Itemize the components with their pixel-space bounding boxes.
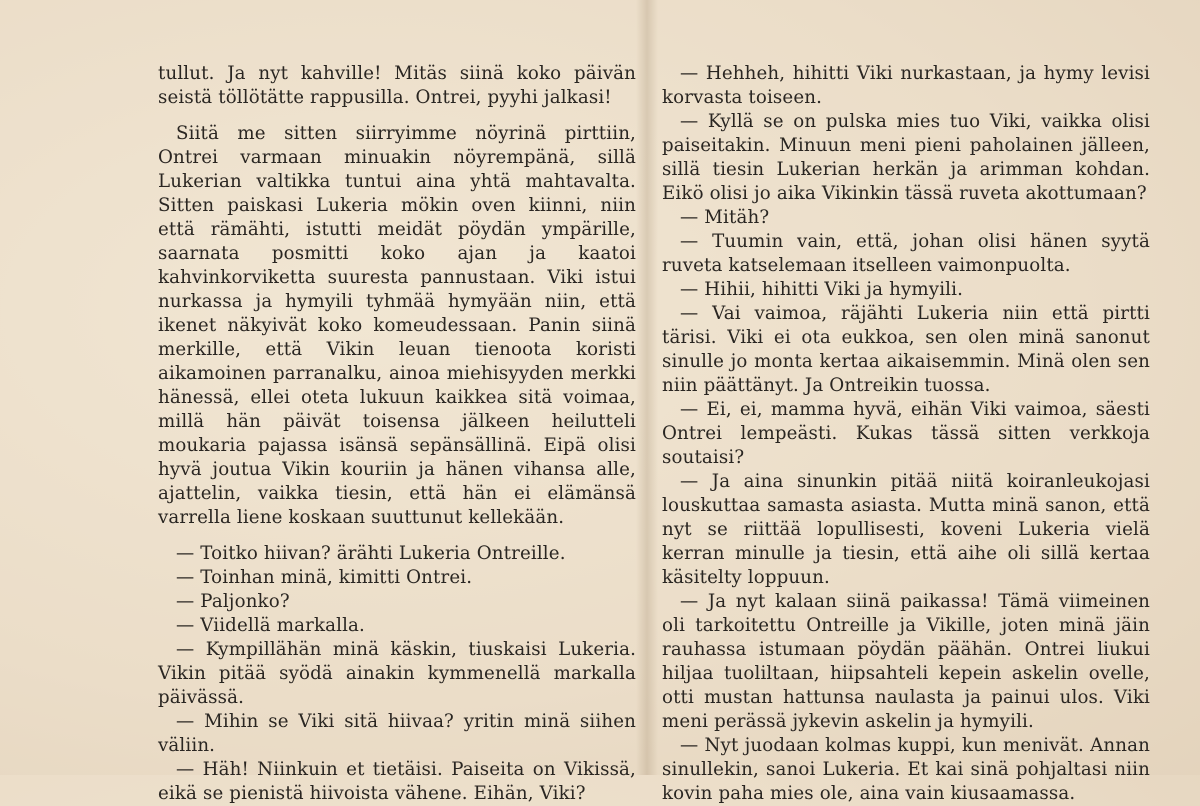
paragraph: — Kyllä se on pulska mies tuo Viki, vaikka olisi paiseitakin. Minuun meni pieni paholainen jälleen, sillä tiesin Lukerian herkän ja arimman kohdan. Eikö olisi jo aika Vikinkin tässä ruveta akottumaan?: [662, 111, 1150, 204]
paragraph: — Ei, ei, mamma hyvä, eihän Viki vaimoa, säesti Ontrei lempeästi. Kukas tässä sitten verkkoja soutaisi?: [662, 399, 1150, 468]
paragraph: tullut. Ja nyt kahville! Mitäs siinä koko päivän seistä töllötätte rappusilla. Ontrei, pyyhi jalkasi!: [158, 63, 636, 108]
paragraph: Siitä me sitten siirryimme nöyrinä pirttiin, Ontrei varmaan minuakin nöyrempänä, sillä Lukerian valtikka tuntui aina yhtä mahtavalta. Sitten paiskasi Lukeria mökin oven kiinni, niin että rämähti, istutti meidät pöydän ympärille, saarnata posmitti koko ajan ja kaatoi kahvinkorviketta suuresta pannustaan. Viki istui nurkassa ja hymyili tyhmää hymyään niin, että ikenet näkyivät koko komeudessaan. Panin siinä merkille, että Vikin leuan tienoota koristi aikamoinen parranalku, ainoa miehisyyden merkki hänessä, ellei oteta lukuun kaikkea sitä voimaa, millä hän päivät toisensa jälkeen heilutteli moukaria pajassa isänsä sepänsällinä. Eipä olisi hyvä joutua Vikin kouriin ja hänen vihansa alle, ajattelin, vaikka tiesin, että hän ei elämänsä varrella liene koskaan suuttunut kellekään.: [158, 123, 636, 528]
paragraph: — Ja aina sinunkin pitää niitä koiranleukojasi louskuttaa samasta asiasta. Mutta minä sanon, että nyt se riittää lopullisesti, koveni Lukeria vielä kerran minulle ja tiesin, että aihe oli sillä kertaa käsitelty loppuun.: [662, 471, 1150, 588]
paragraph: — Toitko hiivan? ärähti Lukeria Ontreille.: [176, 543, 566, 564]
paragraph: — Tuumin vain, että, johan olisi hänen syytä ruveta katselemaan itselleen vaimonpuolta.: [662, 231, 1150, 276]
paragraph: — Hihii, hihitti Viki ja hymyili.: [680, 279, 964, 300]
paragraph: — Nyt juodaan kolmas kuppi, kun menivät. Annan sinullekin, sanoi Lukeria. Et kai sinä pohjaltasi niin kovin paha mies ole, aina vain kiusaamassa.: [662, 735, 1150, 804]
paragraph: — Vai vaimoa, räjähti Lukeria niin että pirtti tärisi. Viki ei ota eukkoa, sen olen minä sanonut sinulle jo monta kertaa aikaisemmin. Minä olen sen niin päättänyt. Ja Ontreikin tuossa.: [662, 303, 1150, 396]
page-fold: [636, 0, 658, 775]
right-text-column: [662, 62, 1150, 806]
paragraph: — Paljonko?: [176, 591, 290, 612]
paragraph: — Viidellä markalla.: [176, 615, 365, 636]
paragraph: — Mihin se Viki sitä hiivaa? yritin minä siihen väliin.: [158, 711, 636, 756]
paragraph: — Mitäh?: [680, 207, 770, 228]
paragraph: — Ja nyt kalaan siinä paikassa! Tämä viimeinen oli tarkoitettu Ontreille ja Vikille, joten minä jäin rauhassa istumaan pöydän päähän. Ontrei liukui hiljaa tuoliltaan, hiipsahteli kepein askelin ovelle, otti mustan hattunsa naulasta ja painui ulos. Viki meni perässä jykevin askelin ja hymyili.: [662, 591, 1150, 732]
paragraph: — Hehheh, hihitti Viki nurkastaan, ja hymy levisi korvasta toiseen.: [662, 63, 1150, 108]
left-text-column: [158, 62, 636, 806]
paragraph: — Häh! Niinkuin et tietäisi. Paiseita on Vikissä, eikä se pienistä hiivoista vähene. Eihän, Viki?: [158, 759, 636, 804]
paragraph: — Kympillähän minä käskin, tiuskaisi Lukeria. Vikin pitää syödä ainakin kymmenellä markalla päivässä.: [158, 639, 636, 708]
paragraph: — Toinhan minä, kimitti Ontrei.: [176, 567, 473, 588]
